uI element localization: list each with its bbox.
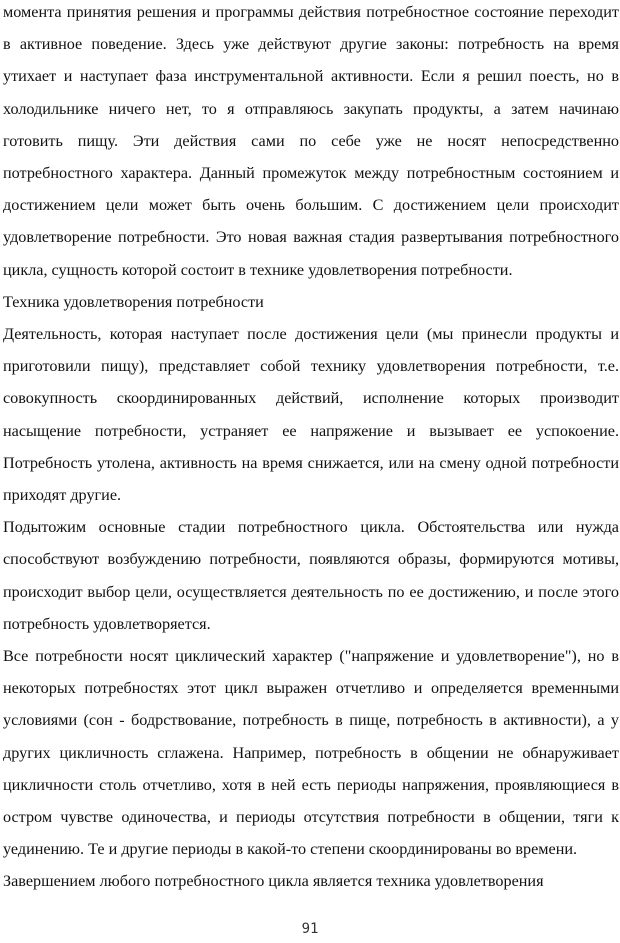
paragraph-summary: Подытожим основные стадии потребностного цикла. Обстоятельства или нужда способствуют возбуждению потребности, появляются образы, формируются мотивы, происходит выбор цели, осуществляется деятельность по ее достижению, и после этого потребность удовлетворяется.	[3, 518, 619, 633]
paragraph-activity: Деятельность, которая наступает после достижения цели (мы принесли продукты и приготовили пищу), представляет собой технику удовлетворения потребности, т.е. совокупность скоординированных действий, исполнение которых производит насыщение потребности, устраняет ее напряжение и вызывает ее успокоение. Потребность утолена, активность на время снижается, или на смену одной потребности приходят другие.	[3, 325, 619, 505]
body-text	[3, 0, 619, 898]
page-number: 91	[301, 921, 319, 937]
section-heading: Техника удовлетворения потребности	[3, 292, 264, 311]
paragraph-continuation: момента принятия решения и программы действия потребностное состояние переходит в активное поведение. Здесь уже действуют другие законы: потребность на время утихает и наступает фаза инструментальной активности. Если я решил поесть, но в холодильнике ничего нет, то я отправляюсь закупать продукты, а затем начинаю готовить пищу. Эти действия сами по себе уже не носят непосредственно потребностного характера. Данный промежуток между потребностным состоянием и достижением цели может быть очень большим. С достижением цели происходит удовлетворение потребности. Это новая важная стадия развертывания потребностного цикла, сущность которой состоит в технике удовлетворения потребности.	[3, 3, 619, 279]
paragraph-cyclic-needs: Все потребности носят циклический характер ("напряжение и удовлетворение"), но в некоторых потребностях этот цикл выражен отчетливо и определяется временными условиями (сон - бодрствование, потребность в пище, потребность в активности), а у других цикличность сглажена. Например, потребность в общении не обнаруживает цикличности столь отчетливо, хотя в ней есть периоды напряжения, проявляющиеся в остром чувстве одиночества, и периоды отсутствия потребности в общении, тяги к уединению. Те и другие периоды в какой-то степени скоординированы во времени.	[3, 647, 619, 859]
paragraph-conclusion-start: Завершением любого потребностного цикла является техника удовлетворения	[3, 872, 544, 891]
